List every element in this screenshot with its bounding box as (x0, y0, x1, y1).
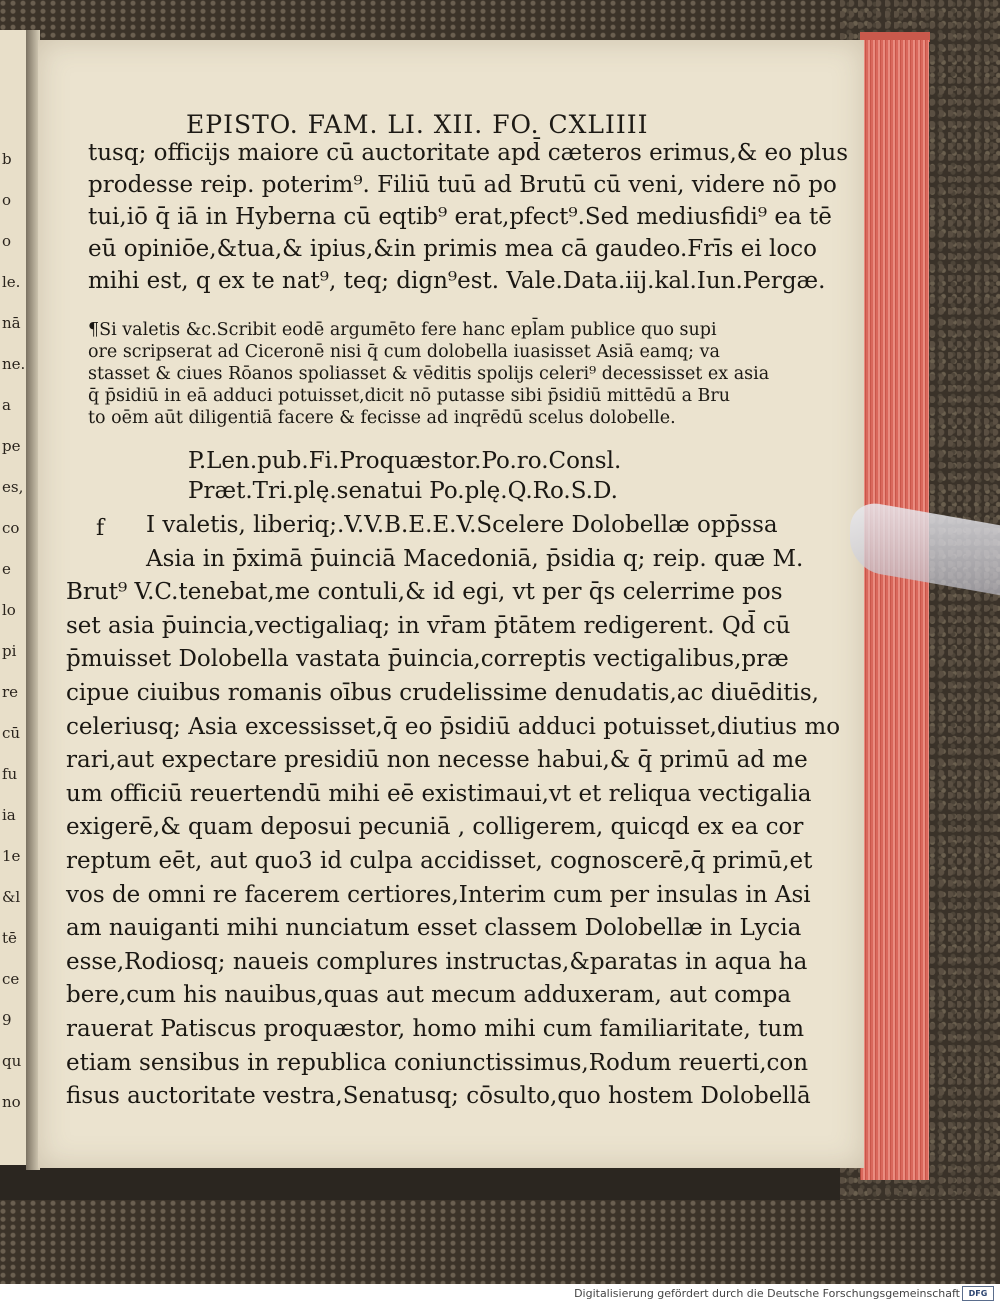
letter-line: set asia p̄uincia,vectigaliaq; in vr̄am p̄tātem redigerent. Qd̄ cū (66, 612, 791, 639)
letter-line: bere,cum his nauibus,quas aut mecum adduxeram, aut compa (66, 982, 792, 1009)
left-page-fragment: e (2, 560, 11, 578)
address-line: P.Len.pub.Fi.Proquæstor.Po.ro.Consl. (188, 448, 622, 474)
left-page-fragment: pi (2, 642, 17, 660)
left-page-fragment: fu (2, 765, 18, 783)
book-cover-bottom (0, 1200, 1000, 1284)
page-header: EPISTO. FAM. LI. XII. FO. CXLIIII (186, 110, 649, 139)
letter-line: rauerat Patiscus proquæstor, homo mihi cum familiaritate, tum (66, 1016, 805, 1042)
left-page-fragment: nā (2, 314, 21, 332)
letter-line: fisus auctoritate vestra,Senatusq; cōsulto,quo hostem Dolobellā (66, 1083, 811, 1110)
left-page-fragment: ia (2, 806, 16, 824)
letter-line: am nauiganti mihi nunciatum esset classem Dolobellæ in Lycia (66, 915, 802, 942)
left-page-fragment: re (2, 683, 19, 701)
letter-line: rari,aut expectare presidiū non necesse habui,& q̄ primū ad me (66, 747, 808, 774)
left-page-fragment: ne. (2, 355, 26, 373)
left-facing-page (0, 30, 28, 1165)
commentary-line: ore scripserat ad Ciceronē nisi q̄ cum dolobella iuasisset Asiā eamq; va (88, 342, 720, 362)
initial-letter-guide: f (96, 516, 105, 541)
letter-line: etiam sensibus in republica coniunctissimus,Rodum reuerti,con (66, 1049, 809, 1076)
letter-line: reptum eēt, aut quo3 id culpa accidisset, cognoscerē,q̄ primū,et (66, 848, 813, 874)
letter-line: celeriusq; Asia excessisset,q̄ eo p̄sidiū adduci potuisset,diutius mo (66, 713, 841, 740)
body-line: prodesse reip. poterim⁹. Filiū tuū ad Brutū cū veni, videre nō po (88, 172, 837, 198)
letter-line: esse,Rodiosq; naueis complures instructas,&paratas in aqua ha (66, 948, 808, 975)
left-page-fragment: lo (2, 601, 16, 619)
body-line: mihi est, q ex te nat⁹, teq; dign⁹est. Vale.Data.iij.kal.Iun.Pergæ. (88, 268, 826, 294)
left-page-fragment: 1e (2, 847, 21, 865)
address-line: Præt.Tri.plę.senatui Po.plę.Q.Ro.S.D. (188, 478, 618, 504)
left-page-fragment: 9 (2, 1011, 12, 1029)
letter-line: cipue ciuibus romanis oībus crudelissime denudatis,ac diuēditis, (66, 680, 819, 706)
left-page-fragment: pe (2, 437, 21, 455)
letter-line: vos de omni re facerem certiores,Interim cum per insulas in Asi (66, 881, 811, 908)
letter-line: Brut⁹ V.C.tenebat,me contuli,& id egi, vt per q̄s celerrime pos (66, 579, 783, 606)
commentary-line: q̄ p̄sidiū in eā adduci potuisset,dicit nō putasse sibi p̄sidiū mittēdū a Bru (88, 386, 731, 406)
left-page-fragment: cū (2, 724, 21, 742)
left-page-fragment: &l (2, 888, 21, 906)
letter-line: I valetis, liberiq;.V.V.B.E.E.V.Scelere Dolobellæ opp̄ssa (146, 512, 778, 538)
body-line: tui,iō q̄ iā in Hyberna cū eqtib⁹ erat,pfect⁹.Sed mediusfidi⁹ ea tē (88, 204, 832, 230)
left-page-fragment: o (2, 191, 12, 209)
body-line: tusq; officijs maiore cū auctoritate apd̄ cæteros erimus,& eo plus (88, 140, 849, 166)
left-page-fragment: b (2, 150, 12, 168)
left-page-fragment: a (2, 396, 11, 414)
commentary-line: stasset & ciues Rōanos spoliasset & vēditis spolijs celeri⁹ decessisset ex asia (88, 364, 770, 384)
left-page-fragment: no (2, 1093, 21, 1111)
left-page-fragment: tē (2, 929, 17, 947)
footer-credit: Digitalisierung gefördert durch die Deutsche Forschungsgemeinschaft (574, 1287, 960, 1300)
left-page-fragment: qu (2, 1052, 22, 1070)
letter-line: Asia in p̄ximā p̄uinciā Macedoniā, p̄sidia q; reip. quæ M. (146, 545, 804, 572)
commentary-line: to oēm aūt diligentiā facere & fecisse ad inqrēdū scelus dolobelle. (88, 408, 676, 428)
red-page-edges (860, 40, 929, 1180)
left-page-fragment: o (2, 232, 12, 250)
letter-line: p̄muisset Dolobella vastata p̄uincia,correptis vectigalibus,præ (66, 646, 789, 673)
left-page-fragment: ce (2, 970, 20, 988)
letter-line: exigerē,& quam deposui pecuniā , colligerem, quicqd ex ea cor (66, 814, 804, 841)
body-line: eū opiniōe,&tua,& ipius,&in primis mea cā gaudeo.Frīs ei loco (88, 236, 817, 262)
letter-line: um officiū reuertendū mihi eē existimaui,vt et reliqua vectigalia (66, 780, 812, 807)
commentary-line: ¶Si valetis &c.Scribit eodē argumēto fere hanc epl̄am publice quo supi (88, 320, 717, 340)
left-page-fragment: co (2, 519, 20, 537)
left-page-fragment: es, (2, 478, 24, 496)
left-page-fragment: le. (2, 273, 21, 291)
dfg-logo-icon: DFG (962, 1286, 994, 1301)
